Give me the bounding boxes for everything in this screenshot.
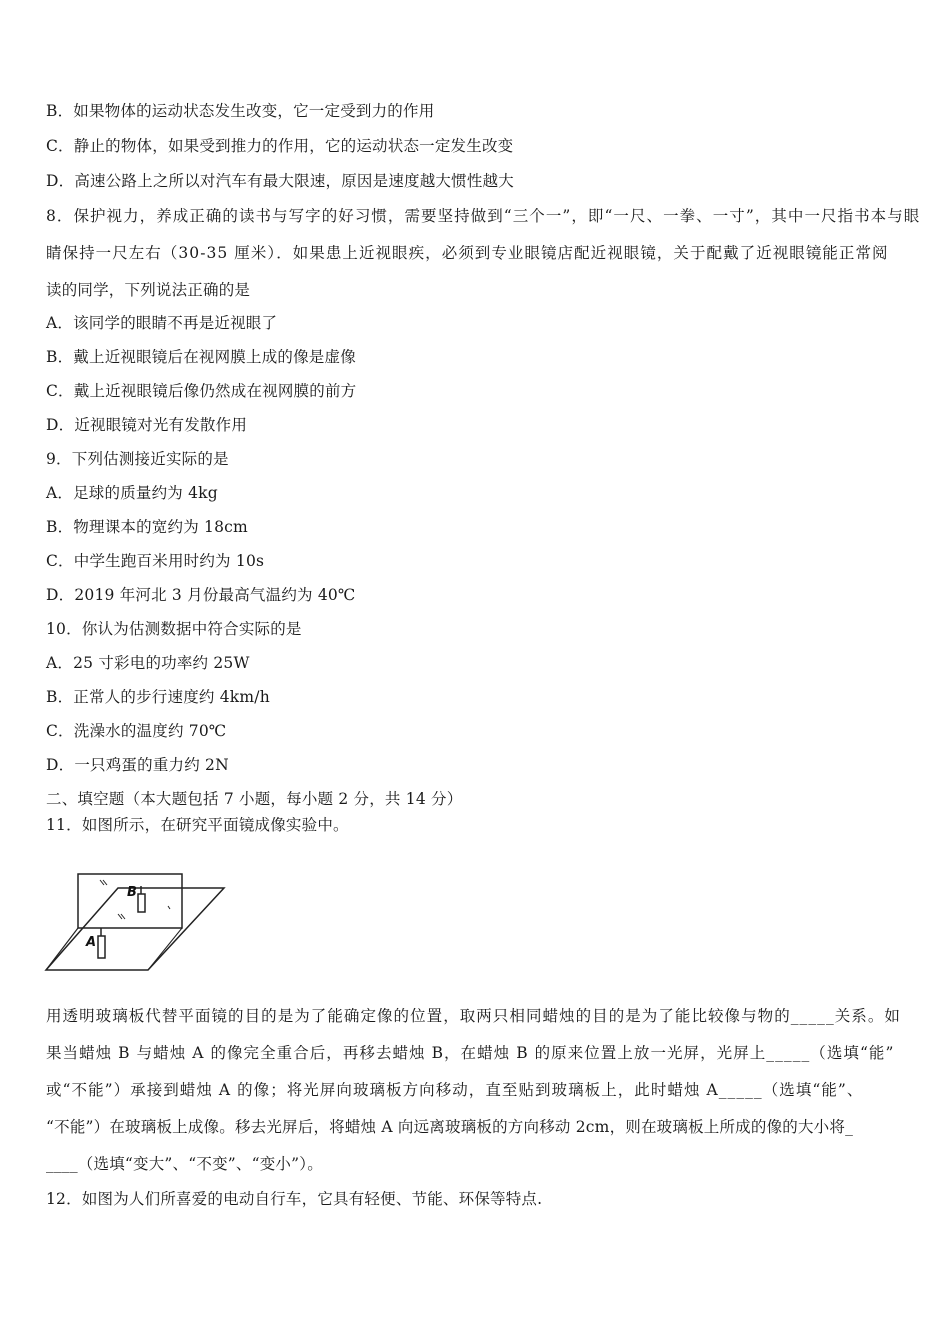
q10-option-d: D．一只鸡蛋的重力约 2N (46, 756, 229, 774)
candle-b (138, 894, 145, 912)
plane-mirror-experiment-figure (42, 866, 227, 976)
q9-stem: 9．下列估测接近实际的是 (46, 450, 229, 468)
q11-body-line-2: 果当蜡烛 B 与蜡烛 A 的像完全重合后，再移去蜡烛 B，在蜡烛 B 的原来位置上放一光屏，光屏上_____（选填“能” (46, 1044, 895, 1062)
q9-option-a: A．足球的质量约为 4kg (46, 484, 218, 502)
label-b: B (127, 885, 137, 900)
q12-stem: 12．如图为人们所喜爱的电动自行车，它具有轻便、节能、环保等特点. (46, 1190, 543, 1208)
q8-stem-line-1: 8．保护视力，养成正确的读书与写字的好习惯，需要坚持做到“三个一”，即“一尺、一拳、一寸”，其中一尺指书本与眼 (46, 207, 921, 225)
section-2-heading: 二、填空题（本大题包括 7 小题，每小题 2 分，共 14 分） (46, 790, 463, 808)
q10-option-a: A．25 寸彩电的功率约 25W (46, 654, 250, 672)
q10-option-c: C．洗澡水的温度约 70℃ (46, 722, 227, 740)
q8-option-c: C．戴上近视眼镜后像仍然成在视网膜的前方 (46, 382, 357, 400)
q10-option-b: B．正常人的步行速度约 4km/h (46, 688, 270, 706)
q8-option-d: D．近视眼镜对光有发散作用 (46, 416, 248, 434)
glass-plate (78, 874, 182, 928)
candle-a (98, 936, 105, 958)
q8-option-b: B．戴上近视眼镜后在视网膜上成的像是虚像 (46, 348, 356, 366)
q7-option-d: D．高速公路上之所以对汽车有最大限速，原因是速度越大惯性越大 (46, 172, 514, 190)
q11-body-line-1: 用透明玻璃板代替平面镜的目的是为了能确定像的位置，取两只相同蜡烛的目的是为了能比较像与物的_____关系。如 (46, 1007, 901, 1025)
q9-option-b: B．物理课本的宽约为 18cm (46, 518, 248, 536)
q11-stem: 11．如图所示，在研究平面镜成像实验中。 (46, 816, 349, 834)
q11-body-line-3: 或“不能”）承接到蜡烛 A 的像；将光屏向玻璃板方向移动，直至贴到玻璃板上，此时蜡烛 A_____（选填“能”、 (46, 1081, 864, 1099)
q8-stem-line-3: 读的同学，下列说法正确的是 (46, 281, 251, 299)
label-a: A (86, 935, 97, 950)
q8-stem-line-2: 睛保持一尺左右（30-35 厘米）．如果患上近视眼疾，必须到专业眼镜店配近视眼镜，关于配戴了近视眼镜能正常阅 (46, 244, 889, 262)
q8-option-a: A．该同学的眼睛不再是近视眼了 (46, 314, 278, 332)
q11-body-line-4: “不能”）在玻璃板上成像。移去光屏后，将蜡烛 A 向远离玻璃板的方向移动 2cm，则在玻璃板上所成的像的大小将_ (46, 1118, 854, 1136)
table-plane (46, 888, 224, 970)
q10-stem: 10．你认为估测数据中符合实际的是 (46, 620, 302, 638)
q9-option-c: C．中学生跑百米用时约为 10s (46, 552, 265, 570)
q9-option-d: D．2019 年河北 3 月份最高气温约为 40℃ (46, 586, 356, 604)
q11-body-line-5: ____（选填“变大”、“不变”、“变小”）。 (46, 1155, 323, 1173)
q7-option-c: C．静止的物体，如果受到推力的作用，它的运动状态一定发生改变 (46, 137, 514, 155)
q7-option-b: B．如果物体的运动状态发生改变，它一定受到力的作用 (46, 102, 435, 120)
